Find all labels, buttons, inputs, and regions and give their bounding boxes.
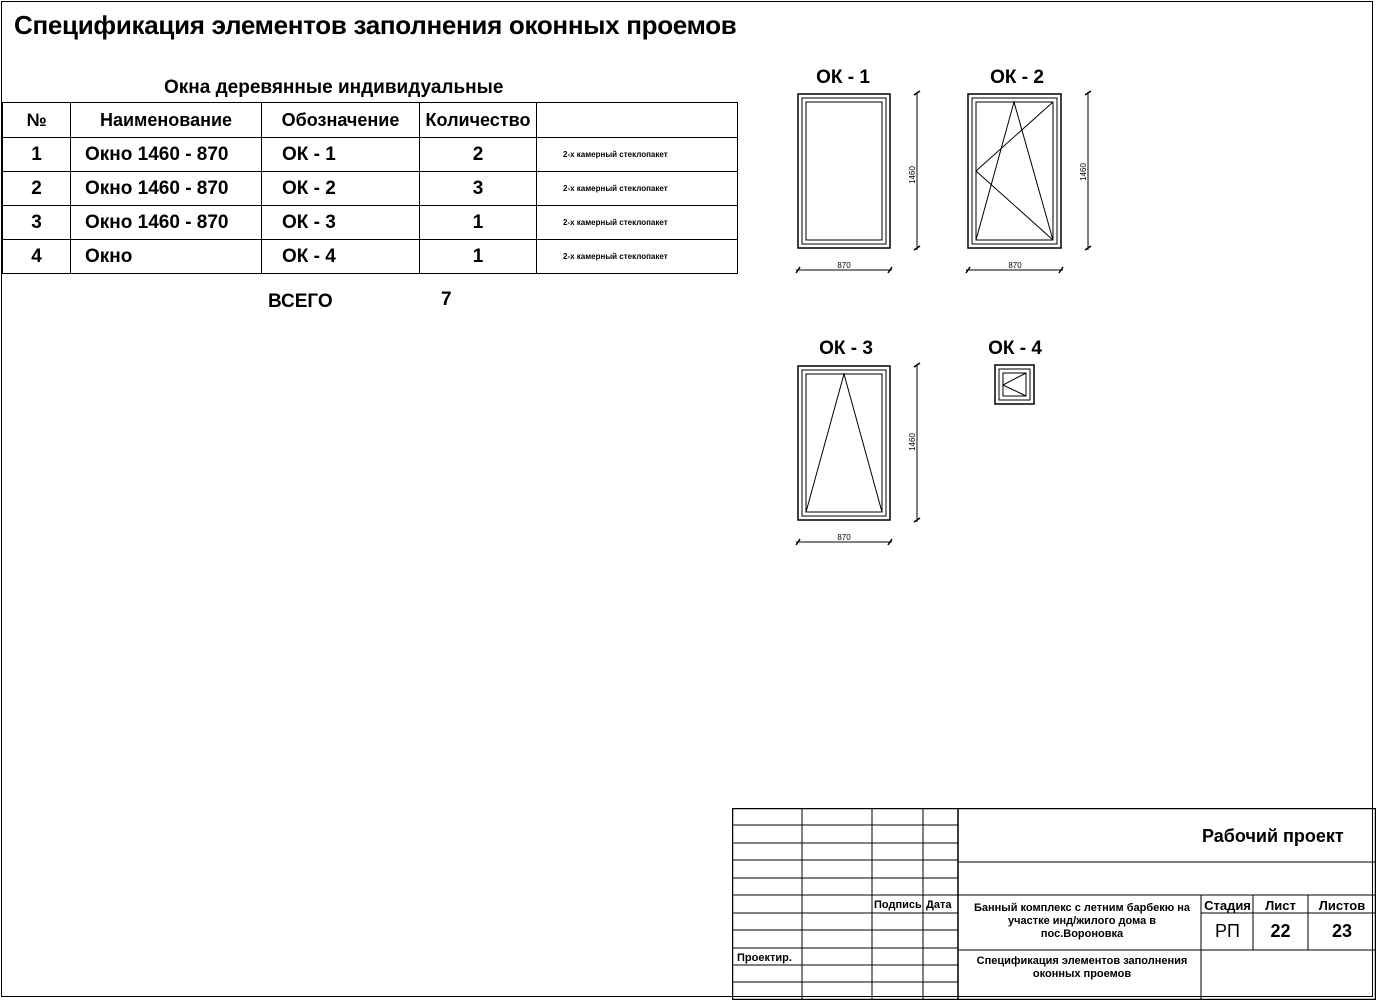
project-type: Рабочий проект — [1202, 826, 1344, 846]
signature-label: Подпись — [874, 899, 922, 911]
col-header-number: № — [3, 103, 71, 138]
designer-label: Проектир. — [737, 952, 792, 964]
row-name: Окно — [71, 240, 262, 274]
row-code: ОК - 1 — [262, 138, 420, 172]
width-dim: 870 — [837, 533, 851, 542]
window-label: ОК - 2 — [990, 67, 1044, 88]
width-dim: 870 — [837, 261, 851, 270]
row-qty: 3 — [420, 172, 537, 206]
col-header-code: Обозначение — [262, 103, 420, 138]
sheets-value: 23 — [1331, 921, 1353, 941]
height-dim: 1460 — [1079, 163, 1088, 181]
row-code: ОК - 2 — [262, 172, 420, 206]
col-header-qty: Количество — [420, 103, 537, 138]
sheet-value: 22 — [1270, 921, 1291, 941]
sheet-title: Спецификация элементов заполнения оконных проемов — [976, 955, 1188, 980]
row-qty: 1 — [420, 206, 537, 240]
row-qty: 2 — [420, 138, 537, 172]
sheet-label: Лист — [1265, 898, 1296, 913]
window-ok3 — [796, 338, 920, 545]
width-dim: 870 — [1008, 261, 1022, 270]
height-dim: 1460 — [908, 433, 917, 451]
window-ok2 — [966, 67, 1091, 273]
table-title: Окна деревянные индивидуальные — [164, 77, 504, 98]
window-ok1 — [796, 67, 920, 273]
window-label: ОК - 1 — [816, 67, 870, 88]
total-value: 7 — [441, 289, 452, 310]
total-label: ВСЕГО — [268, 291, 333, 312]
title-block — [732, 808, 1376, 1000]
height-dim: 1460 — [908, 166, 917, 184]
page-title: Спецификация элементов заполнения оконных проемов — [14, 10, 737, 40]
row-note: 2-х камерный стеклопакет — [537, 206, 738, 240]
row-number: 1 — [3, 138, 71, 172]
stage-value: РП — [1215, 921, 1240, 941]
row-note: 2-х камерный стеклопакет — [537, 138, 738, 172]
window-ok4 — [988, 338, 1042, 404]
row-number: 3 — [3, 206, 71, 240]
row-qty: 1 — [420, 240, 537, 274]
row-name: Окно 1460 - 870 — [71, 138, 262, 172]
sheets-label: Листов — [1318, 898, 1366, 913]
row-code: ОК - 3 — [262, 206, 420, 240]
stage-label: Стадия — [1204, 898, 1251, 913]
row-number: 2 — [3, 172, 71, 206]
row-name: Окно 1460 - 870 — [71, 206, 262, 240]
project-name: Банный комплекс с летним барбекю на участке инд/жилого дома в пос.Вороновка — [974, 902, 1190, 940]
window-label: ОК - 3 — [819, 338, 873, 359]
row-note: 2-х камерный стеклопакет — [537, 172, 738, 206]
row-number: 4 — [3, 240, 71, 274]
row-name: Окно 1460 - 870 — [71, 172, 262, 206]
window-label: ОК - 4 — [988, 338, 1042, 359]
row-code: ОК - 4 — [262, 240, 420, 274]
date-label: Дата — [926, 899, 952, 911]
col-header-name: Наименование — [71, 103, 262, 138]
row-note: 2-х камерный стеклопакет — [537, 240, 738, 274]
